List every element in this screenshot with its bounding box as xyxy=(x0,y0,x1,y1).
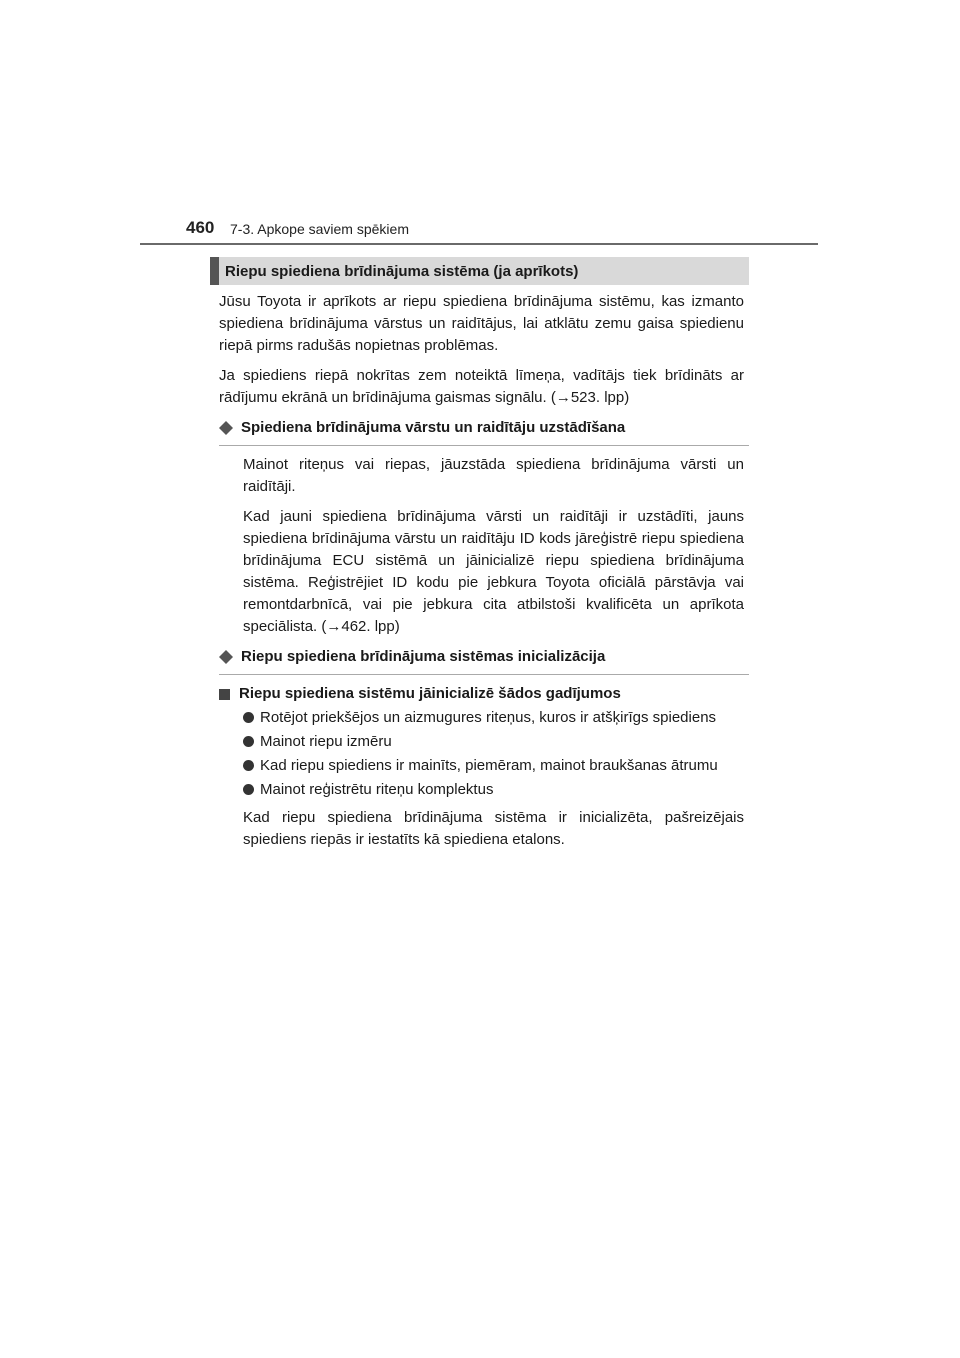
intro-paragraph-1: Jūsu Toyota ir aprīkots ar riepu spiediena brīdinājuma sistēmu, kas izmanto spiediena brīdinājuma vārstus un raidītājus, lai atklātu zemu gaisa spiedienu riepā pirms radušās nopietnas problēmas. xyxy=(219,293,744,354)
subsection1-paragraph-1: Mainot riteņus vai riepas, jāuzstāda spiediena brīdinājuma vārsti un raidītāji. xyxy=(243,456,744,495)
bullet-dot-icon xyxy=(243,784,254,795)
bullet-dot-icon xyxy=(243,736,254,747)
content xyxy=(219,291,744,859)
page-number: 460 xyxy=(186,218,215,237)
list-item xyxy=(243,707,744,729)
bullet-dot-icon xyxy=(243,760,254,771)
subsection1-heading xyxy=(219,417,749,446)
running-head: 7-3. Apkope saviem spēkiem xyxy=(230,221,409,237)
square-bullet-icon xyxy=(219,689,230,700)
diamond-icon xyxy=(219,421,233,435)
section-title: Riepu spiediena brīdinājuma sistēma (ja aprīkots) xyxy=(225,262,579,280)
list-item-text: Mainot reģistrētu riteņu komplektus xyxy=(260,781,494,798)
header-rule xyxy=(140,243,818,245)
square-heading xyxy=(219,683,744,705)
list-item-text: Kad riepu spiediens ir mainīts, piemēram, mainot braukšanas ātrumu xyxy=(260,757,718,774)
subsection1-paragraph-2: Kad jauni spiediena brīdinājuma vārsti un raidītāji ir uzstādīti, jauns spiediena brīdinājuma vārstu un raidītāju ID kods jāreģistrē riepu spiediena brīdinājuma ECU sistēmā un jāinicializē riepu spiediena brīdinājuma sistēma. Reģistrējiet ID kodu pie jebkura Toyota oficiālā pārstāvja vai remontdarbnīcā, vai pie jebkura cita atbilstoši kvalificēta un aprīkota speciālista. (→462. lpp) xyxy=(243,508,744,635)
list-item-text: Rotējot priekšējos un aizmugures riteņus, kuros ir atšķirīgs spiediens xyxy=(260,709,717,726)
intro-paragraph-2: Ja spiediens riepā nokrītas zem noteiktā līmeņa, vadītājs tiek brīdināts ar rādījumu ekrānā un brīdinājuma gaismas signālu. (→523. lpp) xyxy=(219,367,744,406)
list-item xyxy=(243,731,744,753)
subsection2-heading xyxy=(219,646,749,675)
list-item-text: Mainot riepu izmēru xyxy=(260,733,392,750)
list-item xyxy=(243,755,744,777)
closing-paragraph: Kad riepu spiediena brīdinājuma sistēma ir inicializēta, pašreizējais spiediens riepās ir iestatīts kā spiediena etalons. xyxy=(243,809,744,848)
bullet-dot-icon xyxy=(243,712,254,723)
section-banner xyxy=(210,257,749,285)
list-item xyxy=(243,779,744,801)
square-heading-text: Riepu spiediena sistēmu jāinicializē šādos gadījumos xyxy=(239,685,621,702)
subsection2-title: Riepu spiediena brīdinājuma sistēmas inicializācija xyxy=(241,648,606,665)
subsection1-title: Spiediena brīdinājuma vārstu un raidītāju uzstādīšana xyxy=(241,419,626,436)
diamond-icon xyxy=(219,650,233,664)
